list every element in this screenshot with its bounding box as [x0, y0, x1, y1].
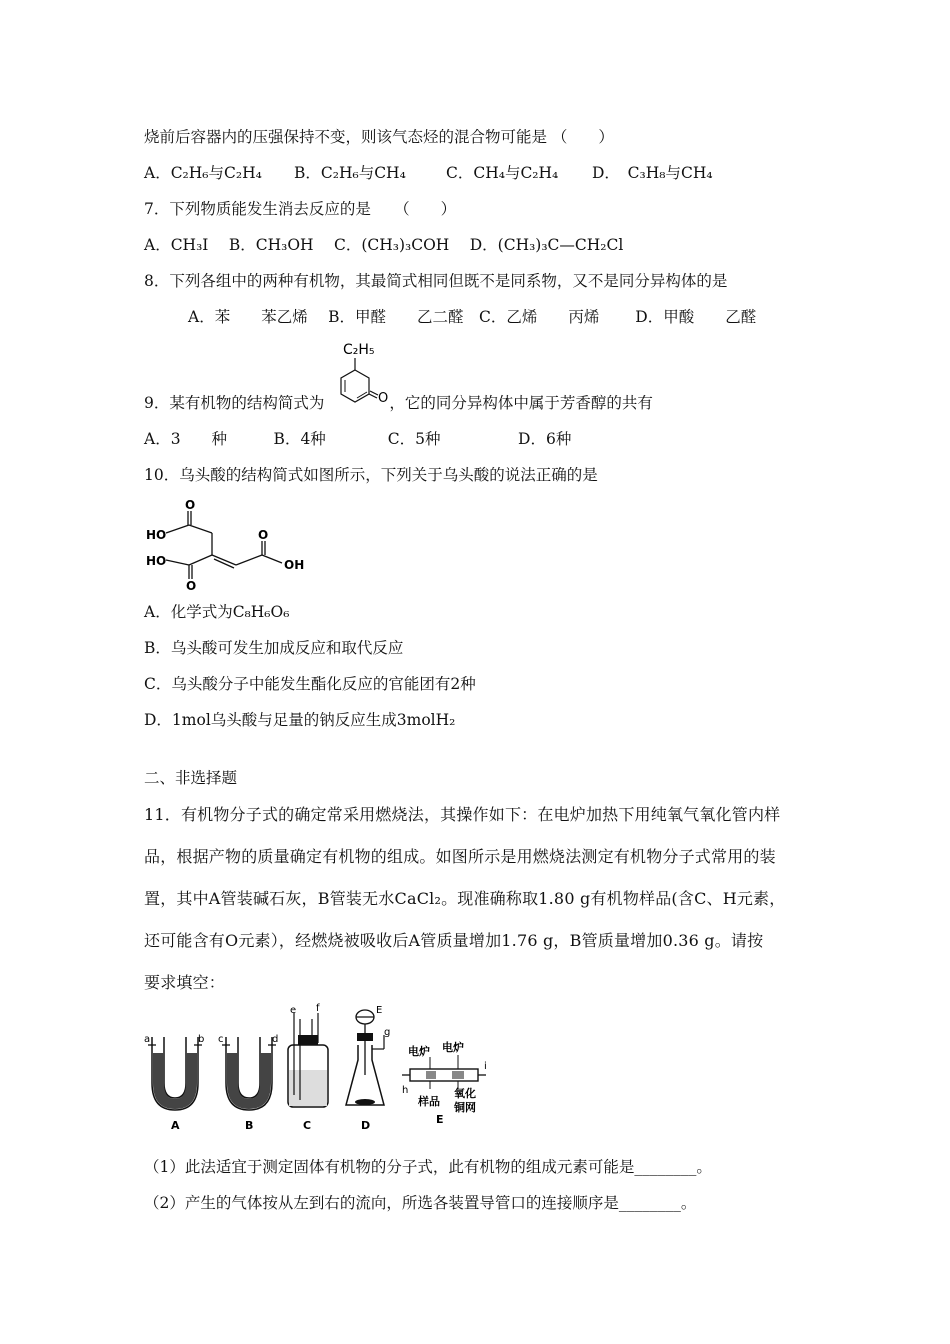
furnace-label-1: 电炉 [408, 1045, 430, 1058]
q10-ho-label-1: HO [146, 528, 167, 542]
funnel-label-e: E [376, 1005, 383, 1016]
cuo-label-1: 氧化 [454, 1087, 476, 1100]
furnace-label-2: 电炉 [442, 1041, 464, 1054]
q10-option-c: C．乌头酸分子中能发生酯化反应的官能团有2种 [144, 675, 476, 693]
q11-line-3: 置，其中A管装碱石灰，B管装无水CaCl₂。现准确称取1.80 g有机物样品(含C、H元素， [144, 889, 786, 908]
q6-option-a: A．C₂H₆与C₂H₄ [144, 164, 262, 182]
q9-structure [335, 340, 405, 418]
svg-text:O: O [186, 579, 197, 593]
q9-oxygen-label: O [378, 391, 389, 406]
q7-options: A．CH₃I B．CH₃OH C．(CH₃)₃COH D．(CH₃)₃C—CH₂Cl [144, 236, 624, 254]
aconitic-acid-structure [144, 497, 314, 593]
svg-text:f: f [316, 1003, 320, 1014]
q10-oh-label: OH [284, 558, 305, 572]
q8-stem: 8．下列各组中的两种有机物，其最简式相同但既不是同系物，又不是同分异构体的是 [144, 272, 728, 290]
svg-text:g: g [384, 1027, 391, 1038]
wash-bottle-c [288, 1003, 328, 1132]
svg-text:e: e [290, 1005, 297, 1016]
q6-option-b: B．C₂H₆与CH₄ [294, 164, 406, 182]
cuo-label-2: 铜网 [454, 1101, 476, 1114]
q6-stem-tail: 烧前后容器内的压强保持不变，则该气态烃的混合物可能是 （ ） [144, 128, 614, 146]
svg-text:O: O [258, 528, 269, 542]
q10-o-label: O [185, 498, 196, 512]
q7-stem: 7．下列物质能发生消去反应的是 （ ） [144, 200, 457, 218]
label-e: E [436, 1113, 444, 1126]
q10-option-a: A．化学式为C₈H₆O₆ [144, 603, 290, 621]
svg-text:h: h [402, 1085, 409, 1096]
sample-label: 样品 [418, 1095, 440, 1108]
q6-option-c: C．CH₄与C₂H₄ [446, 164, 559, 182]
u-tube-a [144, 1034, 204, 1132]
q6-option-d: D． C₃H₈与CH₄ [592, 164, 713, 182]
label-c: C [303, 1119, 312, 1132]
label-b: B [245, 1119, 254, 1132]
q9-stem-before: 9．某有机物的结构简式为 [144, 394, 325, 412]
svg-text:d: d [272, 1034, 279, 1045]
q10-option-b: B．乌头酸可发生加成反应和取代反应 [144, 639, 404, 657]
q9-options: A．3 种 B．4种 C．5种 D．6种 [144, 430, 572, 448]
combustion-apparatus-figure [140, 1005, 500, 1135]
q11-line-2: 品，根据产物的质量确定有机物的组成。如图所示是用燃烧法测定有机物分子式常用的装 [144, 847, 776, 866]
q9-ethyl-label: C₂H₅ [343, 342, 375, 358]
q11-line-5: 要求填空： [144, 973, 226, 992]
q11-line-4: 还可能含有O元素），经燃烧被吸收后A管质量增加1.76 g，B管质量增加0.36 g。请按 [144, 931, 764, 950]
q10-ho-label-2: HO [146, 554, 167, 568]
flask-d [346, 1005, 390, 1132]
q9-stem-after: ，它的同分异构体中属于芳香醇的共有 [389, 394, 653, 412]
svg-text:a: a [144, 1034, 151, 1045]
u-tube-b [218, 1034, 278, 1132]
q8-options: A．苯 苯乙烯 B．甲醛 乙二醛 C．乙烯 丙烯 D．甲酸 乙醛 [188, 308, 757, 326]
svg-text:i: i [484, 1061, 487, 1072]
q10-stem: 10．乌头酸的结构简式如图所示，下列关于乌头酸的说法正确的是 [144, 466, 598, 484]
svg-text:c: c [218, 1034, 224, 1045]
label-d: D [361, 1119, 371, 1132]
label-a: A [171, 1119, 180, 1132]
combustion-tube-e [402, 1040, 487, 1126]
svg-text:b: b [198, 1034, 205, 1045]
q11-line-1: 11．有机物分子式的确定常采用燃烧法，其操作如下：在电炉加热下用纯氧气氧化管内样 [144, 805, 781, 824]
q10-option-d: D．1mol乌头酸与足量的钠反应生成3molH₂ [144, 711, 456, 729]
q6-options [144, 163, 713, 183]
q11-sub1: （1）此法适宜于测定固体有机物的分子式，此有机物的组成元素可能是________。 [144, 1158, 712, 1176]
q11-sub2: （2）产生的气体按从左到右的流向，所选各装置导管口的连接顺序是________。 [144, 1194, 697, 1212]
section-heading: 二、非选择题 [144, 769, 238, 787]
